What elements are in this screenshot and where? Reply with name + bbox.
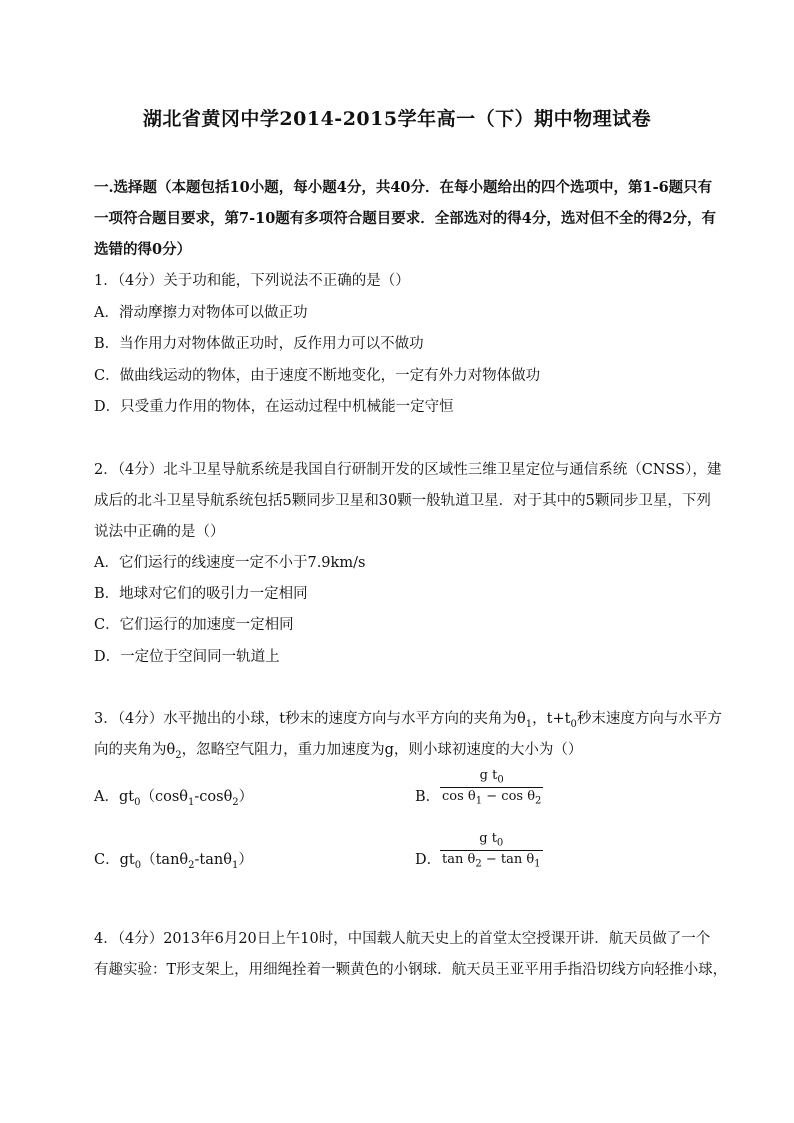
subscript: 1 bbox=[475, 795, 483, 807]
q3-option-b-fraction bbox=[440, 768, 543, 806]
denominator-text: − cos θ bbox=[482, 788, 536, 804]
q3-option-c-text: C．gt bbox=[94, 852, 135, 868]
q3-stem-text: 秒末速度方向与水平方 bbox=[576, 711, 722, 727]
q3-stem-line-1 bbox=[94, 707, 722, 730]
subscript: 0 bbox=[134, 859, 142, 871]
q4-stem-line-2: 有趣实验：T形支架上，用细绳拴着一颗黄色的小钢球．航天员王亚平用手指沿切线方向轻推小球， bbox=[94, 962, 728, 978]
q3-option-b-label: B． bbox=[415, 789, 441, 805]
q3-stem-text: ，t+t bbox=[532, 711, 571, 727]
section-heading-line-1: 一.选择题（本题包括10小题，每小题4分，共40分．在每小题给出的四个选项中，第1-6题只有 bbox=[94, 179, 713, 196]
q3-stem-text: 向的夹角为θ bbox=[94, 742, 176, 758]
q4-stem-line-1: 4．（4分）2013年6月20日上午10时，中国载人航天史上的首堂太空授课开讲．航天员做了一个 bbox=[94, 931, 711, 947]
q1-option-c: C．做曲线运动的物体，由于速度不断地变化，一定有外力对物体做功 bbox=[94, 368, 541, 384]
section-heading-line-2: 一项符合题目要求，第7-10题有多项符合题目要求．全部选对的得4分，选对但不全的得2分，有 bbox=[94, 210, 716, 227]
subscript: 1 bbox=[534, 858, 541, 870]
subscript: 2 bbox=[175, 749, 182, 761]
q3-option-c bbox=[94, 848, 253, 871]
q3-option-d-fraction bbox=[440, 831, 543, 869]
numerator-text: g t bbox=[479, 831, 497, 846]
q2-option-a: A．它们运行的线速度一定不小于7.9km/s bbox=[94, 555, 366, 571]
q2-stem-line-1: 2．（4分）北斗卫星导航系统是我国自行研制开发的区域性三维卫星定位与通信系统（CNSS），建 bbox=[94, 462, 722, 478]
q3-stem-text: ，忽略空气阻力，重力加速度为g，则小球初速度的大小为（） bbox=[181, 742, 583, 758]
subscript: 0 bbox=[496, 837, 504, 849]
denominator-text: tan θ bbox=[442, 851, 476, 867]
subscript: 0 bbox=[497, 774, 504, 786]
q2-option-c: C．它们运行的加速度一定相同 bbox=[94, 617, 294, 633]
subscript: 2 bbox=[535, 795, 542, 807]
subscript: 1 bbox=[525, 718, 533, 730]
subscript: 2 bbox=[232, 796, 239, 808]
q3-option-a-text: （cosθ bbox=[140, 789, 188, 805]
fraction-denominator bbox=[440, 789, 543, 807]
q1-option-d: D．只受重力作用的物体，在运动过程中机械能一定守恒 bbox=[94, 399, 454, 415]
q3-option-c-text: -tanθ bbox=[194, 852, 232, 868]
section-heading-line-3: 选错的得0分） bbox=[94, 241, 192, 258]
subscript: 2 bbox=[188, 859, 195, 871]
q1-stem: 1．（4分）关于功和能，下列说法不正确的是（） bbox=[94, 273, 410, 289]
fraction-bar bbox=[440, 850, 543, 851]
q1-option-a: A．滑动摩擦力对物体可以做正功 bbox=[94, 305, 308, 321]
q3-option-c-text: ） bbox=[238, 852, 253, 868]
denominator-text: cos θ bbox=[442, 788, 476, 804]
q3-stem-text: 3．（4分）水平抛出的小球，t秒末的速度方向与水平方向的夹角为θ bbox=[94, 711, 526, 727]
q3-option-a-text: -cosθ bbox=[194, 789, 233, 805]
q2-option-d: D．一定位于空间同一轨道上 bbox=[94, 649, 280, 665]
subscript: 2 bbox=[475, 858, 482, 870]
subscript: 1 bbox=[188, 796, 195, 808]
subscript: 0 bbox=[570, 718, 577, 730]
fraction-numerator bbox=[440, 768, 543, 786]
q3-option-a bbox=[94, 785, 253, 808]
q3-option-a-text: A．gt bbox=[94, 789, 135, 805]
q3-option-d-label: D． bbox=[415, 852, 442, 868]
fraction-bar bbox=[440, 787, 543, 788]
q3-option-c-text: （tanθ bbox=[141, 852, 189, 868]
subscript: 1 bbox=[231, 859, 239, 871]
denominator-text: − tan θ bbox=[481, 851, 535, 867]
q1-option-b: B．当作用力对物体做正功时，反作用力可以不做功 bbox=[94, 336, 424, 352]
numerator-text: g t bbox=[479, 768, 498, 783]
q2-stem-line-2: 成后的北斗卫星导航系统包括5颗同步卫星和30颗一般轨道卫星．对于其中的5颗同步卫星，下列 bbox=[94, 493, 711, 509]
fraction-denominator bbox=[440, 852, 543, 870]
q2-option-b: B．地球对它们的吸引力一定相同 bbox=[94, 586, 308, 602]
subscript: 0 bbox=[134, 796, 141, 808]
fraction-numerator bbox=[440, 831, 543, 849]
q3-stem-line-2 bbox=[94, 738, 704, 761]
page-title: 湖北省黄冈中学2014-2015学年高一（下）期中物理试卷 bbox=[142, 108, 652, 130]
q3-option-a-text: ） bbox=[238, 789, 254, 805]
q2-stem-line-3: 说法中正确的是（） bbox=[94, 524, 225, 540]
